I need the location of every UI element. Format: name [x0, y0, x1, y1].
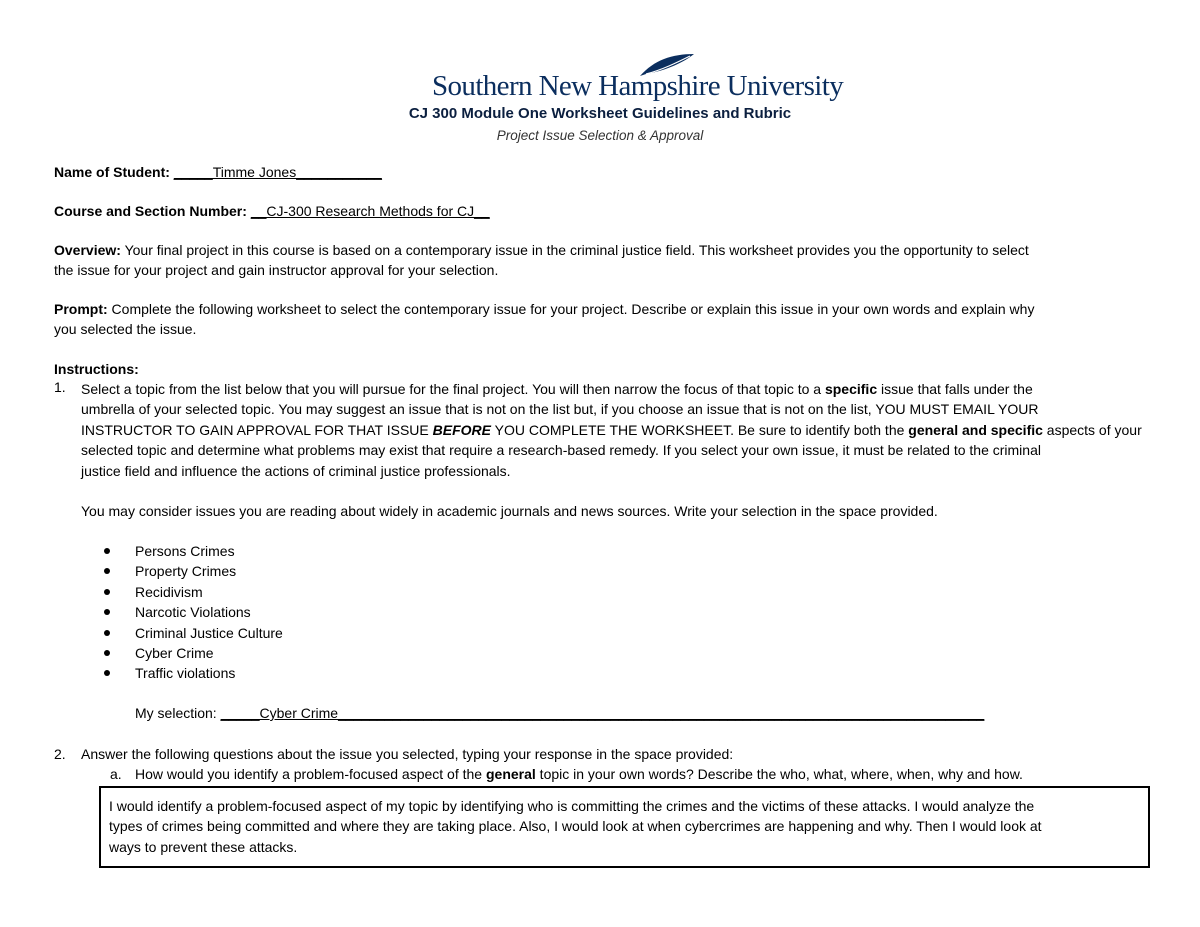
- item-1-line3-c: YOU COMPLETE THE WORKSHEET. Be sure to identify both the: [490, 421, 909, 438]
- topic-label: Recidivism: [135, 583, 203, 600]
- bullet-icon: [104, 670, 110, 676]
- item-1-text: [81, 379, 1156, 481]
- item-1-line5: justice field and influence the actions of criminal justice professionals.: [81, 462, 511, 479]
- student-name-field[interactable]: _____Timme Jones___________: [173, 164, 382, 180]
- item-2a-text-c: topic in your own words? Describe the who, what, where, when, why and how.: [535, 766, 1023, 782]
- topic-label: Persons Crimes: [135, 543, 235, 559]
- item-1-line2: umbrella of your selected topic. You may suggest an issue that is not on the list but, if you choose an issue that is not on the list, YOU MUST EMAIL YOUR: [81, 401, 1039, 418]
- item-2-number: 2.: [54, 746, 66, 762]
- item-2a-text-a: How would you identify a problem-focused aspect of the: [135, 766, 486, 782]
- topic-label: Traffic violations: [135, 665, 236, 682]
- bullet-icon: [104, 650, 110, 656]
- item-2a-question: [135, 766, 1023, 782]
- answer-textbox[interactable]: [99, 786, 1150, 868]
- overview-paragraph: [54, 240, 1154, 281]
- topic-label: Property Crimes: [135, 563, 237, 580]
- topic-list: [104, 541, 283, 684]
- item-1-line3-a: INSTRUCTOR TO GAIN APPROVAL FOR THAT ISSUE: [81, 421, 433, 438]
- bullet-icon: [104, 589, 110, 595]
- prompt-label: Prompt:: [54, 301, 108, 317]
- prompt-paragraph: [54, 299, 1154, 340]
- overview-text-1: Your final project in this course is based on a contemporary issue in the criminal justice field. This worksheet provides you the opportunity to select: [120, 242, 1029, 258]
- item-1-line1-b: specific: [824, 381, 878, 397]
- course-row: [54, 201, 1154, 221]
- instructions-heading: [54, 359, 1154, 379]
- item-1-line4: selected topic and determine what problems may exist that require a research-based remedy. If you select your own issue, it must be related to the criminal: [81, 442, 1041, 459]
- item-1-line1-c: issue that falls under the: [877, 381, 1033, 397]
- list-item: [104, 643, 283, 663]
- overview-label: Overview:: [54, 242, 121, 258]
- page-subtitle: Project Issue Selection & Approval: [496, 128, 704, 143]
- item-1-line3-b: BEFORE: [432, 421, 491, 438]
- course-label: Course and Section Number:: [54, 203, 247, 219]
- item-1-line1-a: Select a topic from the list below that you will pursue for the final project. You will then narrow the focus of that topic to a: [81, 381, 825, 397]
- instructions-heading-text: Instructions:: [54, 361, 139, 377]
- student-name-label: Name of Student:: [54, 164, 170, 180]
- selection-label: My selection:: [135, 705, 221, 721]
- answer-line-2: types of crimes being committed and where they are taking place. Also, I would look at when cybercrimes are happening and why. Then I would look at: [109, 818, 1042, 835]
- prompt-text-2: you selected the issue.: [54, 321, 197, 338]
- topic-label: Criminal Justice Culture: [135, 624, 283, 641]
- course-field[interactable]: __CJ-300 Research Methods for CJ__: [250, 203, 490, 219]
- list-item: [104, 561, 283, 581]
- list-item: [104, 663, 283, 683]
- topic-label: Cyber Crime: [135, 644, 214, 661]
- item-1-line3-d: general and specific: [908, 421, 1043, 438]
- bullet-icon: [104, 548, 110, 554]
- overview-text-2: the issue for your project and gain instructor approval for your selection.: [54, 262, 499, 279]
- item-1-note: You may consider issues you are reading about widely in academic journals and news sources. Write your selection in the space provided.: [81, 503, 938, 519]
- bullet-icon: [104, 609, 110, 615]
- list-item: [104, 541, 283, 561]
- list-item: [104, 582, 283, 602]
- prompt-text-1: Complete the following worksheet to select the contemporary issue for your project. Describe or explain this issue in your own words and explain why: [107, 301, 1035, 317]
- answer-line-1: I would identify a problem-focused aspect of my topic by identifying who is committing the crimes and the victims of these attacks. I would analyze the: [109, 798, 1035, 814]
- university-logo: [432, 52, 844, 104]
- selection-row: [135, 705, 984, 721]
- answer-line-3: ways to prevent these attacks.: [109, 838, 298, 855]
- selection-field[interactable]: _____Cyber Crime___________________________________________________________________________________: [220, 705, 985, 721]
- page-title: CJ 300 Module One Worksheet Guidelines and Rubric: [408, 105, 792, 122]
- topic-label: Narcotic Violations: [135, 604, 251, 621]
- item-1-number: 1.: [54, 379, 66, 395]
- university-name: Southern New Hampshire University: [432, 70, 844, 102]
- item-1-line3-e: aspects of your: [1042, 421, 1142, 438]
- bullet-icon: [104, 630, 110, 636]
- item-2a-text-b: general: [485, 766, 536, 782]
- list-item: [104, 602, 283, 622]
- item-2-text: Answer the following questions about the issue you selected, typing your response in the space provided:: [81, 746, 734, 762]
- item-2a-letter: a.: [110, 766, 122, 782]
- student-name-row: [54, 162, 1154, 182]
- list-item: [104, 623, 283, 643]
- bullet-icon: [104, 568, 110, 574]
